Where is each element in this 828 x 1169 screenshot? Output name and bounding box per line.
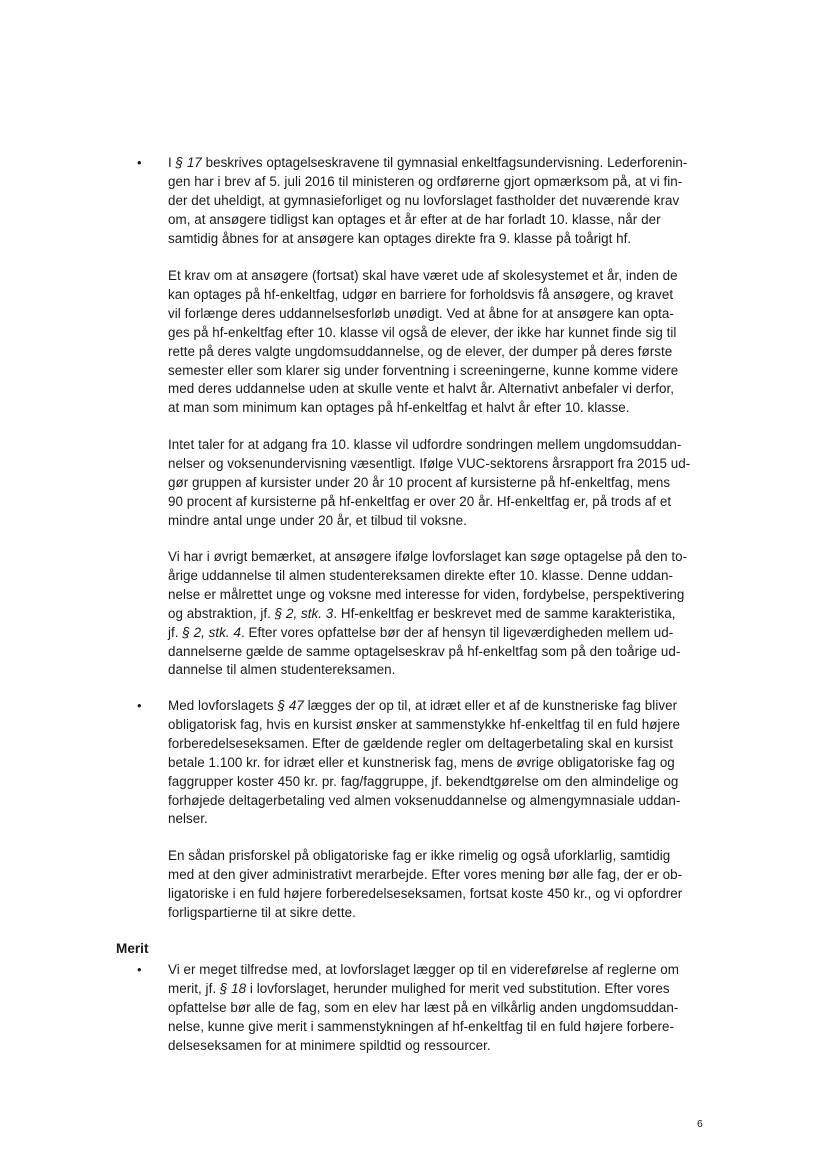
text-line: nelser og voksenundervisning væsentligt. Ifølge VUC-sektorens årsrapport fra 2015 ud- <box>168 455 691 471</box>
text-line: rette på deres valgte ungdomsuddannelse, og de elever, der dumper på deres første <box>168 343 673 359</box>
text-line: delseseksamen for at minimere spildtid og ressourcer. <box>168 1037 491 1053</box>
text-line: nelser. <box>168 811 208 827</box>
bullet-marker: • <box>137 962 142 977</box>
text-line: at man som minimum kan optages på hf-enkeltfag et halvt år efter 10. klasse. <box>168 400 630 416</box>
text-line: med at den giver administrativt merarbejde. Efter vores mening bør alle fag, der er ob- <box>168 866 683 882</box>
text-line: ges på hf-enkeltfag efter 10. klasse vil også de elever, der ikke har kunnet finde sig til <box>168 324 677 340</box>
law-reference: § 18 <box>219 980 247 996</box>
section-47-paragraph <box>168 697 718 829</box>
text-line: Med lovforslagets § 47 lægges der op til, at idræt eller et af de kunstneriske fag bliver <box>168 698 678 713</box>
text-line: ligatoriske i en fuld højere forberedelseseksamen, fortsat koste 450 kr., og vi opfordrer <box>168 885 683 901</box>
law-reference: § 47 <box>277 698 304 713</box>
text-line: semester eller som klarer sig under forventning i screeningerne, kunne komme videre <box>168 362 679 378</box>
text-line: kan optages på hf-enkeltfag, udgør en barriere for forholdsvis få ansøgere, og kravet <box>168 286 674 302</box>
text-line: Vi har i øvrigt bemærket, at ansøgere ifølge lovforslaget kan søge optagelse på den to- <box>168 549 688 564</box>
bullet-marker: • <box>137 698 142 713</box>
law-reference: § 17 <box>175 155 202 170</box>
law-reference: § 2, stk. 3 <box>274 605 334 621</box>
text-line: dannelserne gælde de samme optagelseskrav på hf-enkeltfag som på den toårige ud- <box>168 643 681 659</box>
text-line: om, at ansøgere tidligst kan optages et år efter at de har forladt 10. klasse, når der <box>168 211 661 227</box>
paragraph-vi-har <box>168 548 718 680</box>
text-line: dannelse til almen studentereksamen. <box>168 662 396 678</box>
text-line: samtidig åbnes for at ansøgere kan optages direkte fra 9. klasse på toårigt hf. <box>168 230 632 246</box>
merit-paragraph <box>168 961 718 1056</box>
bullet-marker: • <box>137 155 142 170</box>
text-line: 90 procent af kursisterne på hf-enkeltfag er over 20 år. Hf-enkeltfag er, på trods af et <box>168 493 672 509</box>
text-line: og abstraktion, jf. § 2, stk. 3. Hf-enkeltfag er beskrevet med de samme karakteristika, <box>168 605 676 621</box>
text-line: forhøjede deltagerbetaling ved almen voksenuddannelse og almengymnasiale uddan- <box>168 792 681 808</box>
text-line: betale 1.100 kr. for idræt eller et kunstnerisk fag, mens de øvrige obligatoriske fag og <box>168 754 675 770</box>
text-line: forligspartierne til at sikre dette. <box>168 904 356 920</box>
section-heading-merit: Merit <box>116 941 149 956</box>
text-line: nelse, kunne give merit i sammenstykningen af hf-enkeltfag til en fuld højere forbere- <box>168 1018 674 1034</box>
law-reference: § 2, stk. 4 <box>182 624 241 640</box>
page-number: 6 <box>697 1118 703 1130</box>
text-line: En sådan prisforskel på obligatoriske fag er ikke rimelig og også uforklarlig, samtidig <box>168 848 671 863</box>
text-line: I § 17 beskrives optagelseskravene til gymnasial enkeltfagsundervisning. Lederforenin- <box>168 155 688 170</box>
text-line: nelse er målrettet unge og voksne med interesse for viden, fordybelse, perspektivering <box>168 586 685 602</box>
text-line: Et krav om at ansøgere (fortsat) skal have været ude af skolesystemet et år, inden de <box>168 268 678 283</box>
text-line: mindre antal unge under 20 år, et tilbud til voksne. <box>168 512 467 528</box>
text-line: årige uddannelse til almen studentereksamen direkte efter 10. klasse. Denne uddan- <box>168 567 674 583</box>
text-line: Intet taler for at adgang fra 10. klasse vil udfordre sondringen mellem ungdomsuddan- <box>168 437 682 452</box>
text-line: obligatorisk fag, hvis en kursist ønsker at sammenstykke hf-enkeltfag til en fuld højere <box>168 716 680 732</box>
section-17-paragraph <box>168 154 718 249</box>
text-line: Vi er meget tilfredse med, at lovforslaget lægger op til en videreførelse af reglerne om <box>168 962 680 977</box>
text-line: gen har i brev af 5. juli 2016 til ministeren og ordførerne gjort opmærksom på, at vi fin- <box>168 173 683 189</box>
text-line: jf. § 2, stk. 4. Efter vores opfattelse bør der af hensyn til ligeværdigheden mellem ud- <box>168 624 674 640</box>
paragraph-prisforskel <box>168 847 718 923</box>
text-line: gør gruppen af kursister under 20 år 10 procent af kursisterne på hf-enkeltfag, mens <box>168 474 671 490</box>
text-line: der det uheldigt, at gymnasieforliget og nu lovforslaget fastholder det nuværende krav <box>168 192 680 208</box>
text-line: vil forlænge deres uddannelsesforløb unødigt. Ved at åbne for at ansøgere kan opta- <box>168 305 674 321</box>
text-line: faggrupper koster 450 kr. pr. fag/faggruppe, jf. bekendtgørelse om den almindelige og <box>168 773 679 789</box>
paragraph-intet <box>168 436 718 531</box>
text-line: merit, jf. § 18 i lovforslaget, herunder mulighed for merit ved substitution. Efter vores <box>168 980 670 996</box>
paragraph-krav <box>168 267 718 418</box>
text-line: med deres uddannelse uden at skulle vente et halvt år. Alternativt anbefaler vi derfor, <box>168 381 675 397</box>
text-line: forberedelseseksamen. Efter de gældende regler om deltagerbetaling skal en kursist <box>168 735 674 751</box>
text-line: opfattelse bør alle de fag, som en elev har læst på en vilkårlig anden ungdomsuddan- <box>168 999 679 1015</box>
